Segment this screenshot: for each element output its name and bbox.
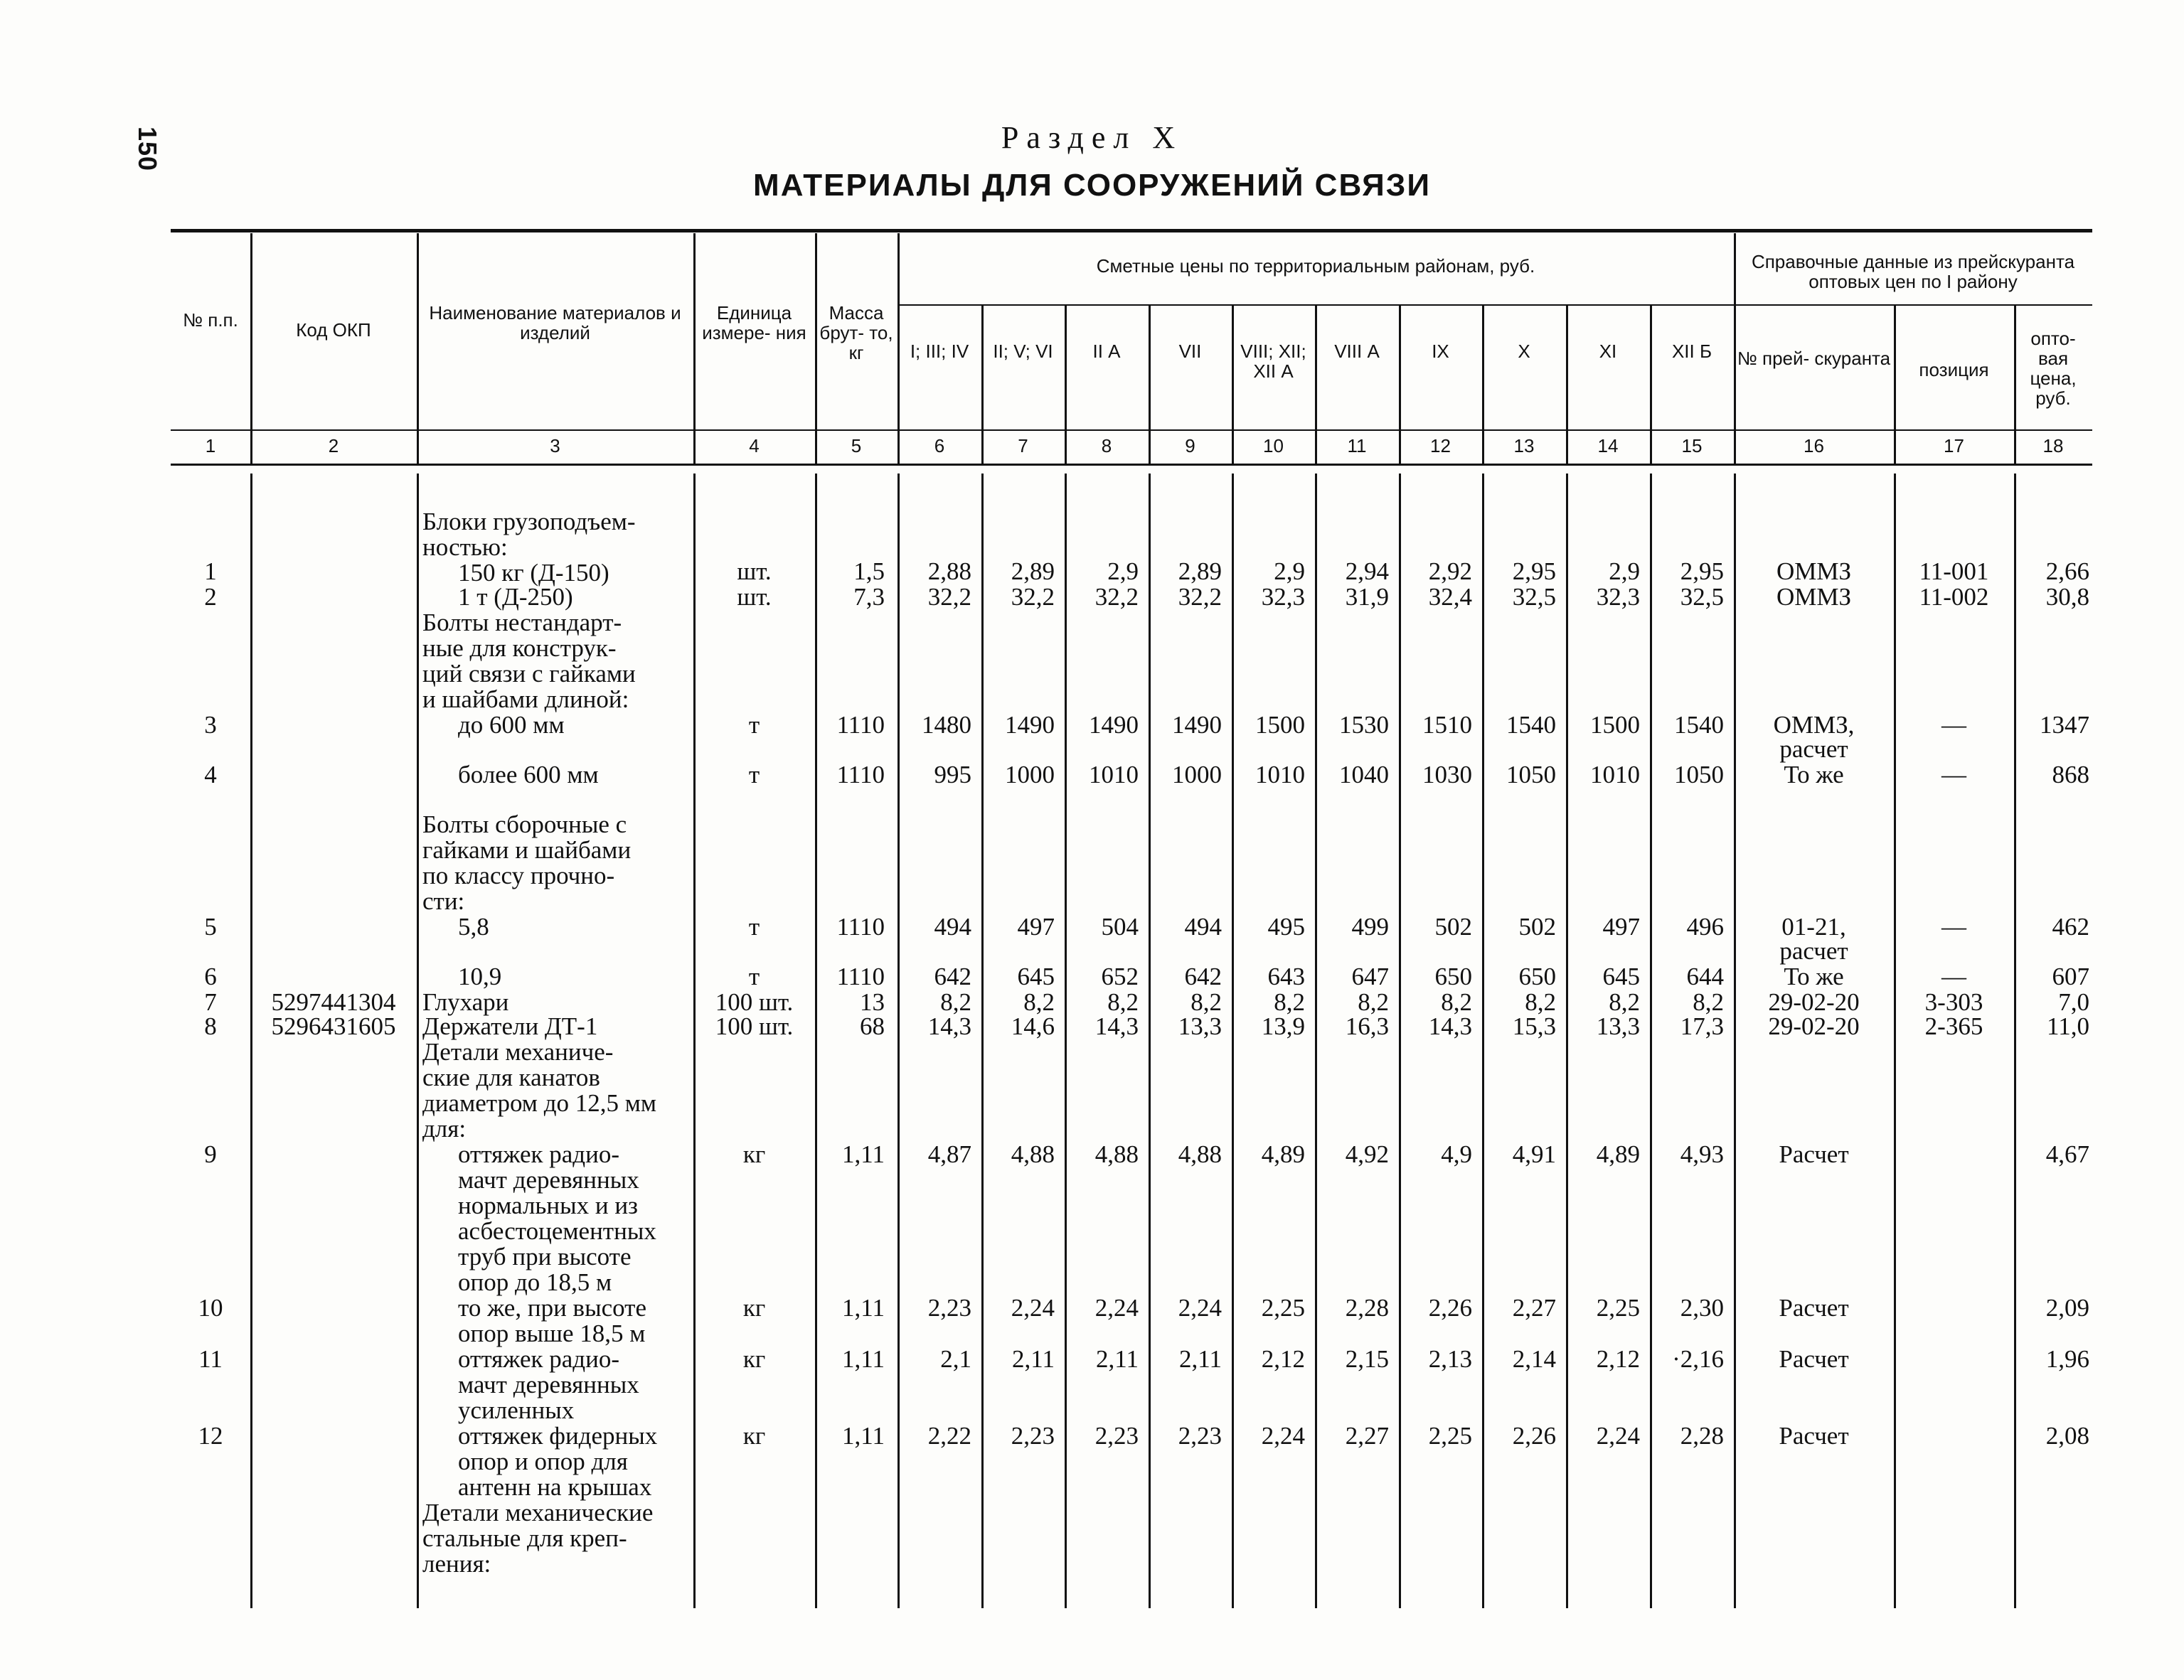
column-number: 9	[1185, 435, 1195, 456]
item-description: то же, при высоте	[458, 1294, 646, 1322]
row-number: 12	[198, 1422, 223, 1450]
pricelist-number: Расчет	[1779, 1140, 1849, 1168]
position: 2-365	[1924, 1012, 1983, 1040]
item-description: ностью:	[422, 533, 508, 561]
region-price: 2,89	[1011, 557, 1055, 585]
pricelist-number: Расчет	[1779, 1422, 1849, 1450]
column-divider	[693, 233, 696, 464]
column-number: 14	[1597, 435, 1619, 456]
region-price: 32,2	[1011, 583, 1055, 611]
region-price: 8,2	[1441, 988, 1472, 1016]
region-price: 2,94	[1345, 557, 1389, 585]
pricelist-note: расчет	[1779, 735, 1848, 763]
gross-mass: 13	[860, 988, 885, 1016]
wholesale-price: 2,66	[2045, 557, 2089, 585]
header-region: II; V; VI	[993, 341, 1053, 362]
item-description: Болты сборочные с	[422, 810, 627, 838]
region-price: 502	[1518, 913, 1556, 941]
column-number: 13	[1513, 435, 1535, 456]
region-price: 2,30	[1680, 1294, 1724, 1322]
item-description: 5,8	[458, 913, 489, 941]
region-price: 4,92	[1345, 1140, 1389, 1168]
item-description: стальные для креп-	[422, 1524, 627, 1552]
wholesale-price: 462	[2052, 913, 2089, 941]
row-number: 8	[204, 1012, 217, 1040]
region-price: 32,2	[1178, 583, 1222, 611]
region-price: 2,88	[927, 557, 971, 585]
pricelist-number: 29-02-20	[1768, 1012, 1860, 1040]
region-price: 2,25	[1596, 1294, 1640, 1322]
pricelist-number: То же	[1784, 963, 1844, 990]
region-price: 14,3	[1428, 1012, 1472, 1040]
region-price: 2,23	[927, 1294, 971, 1322]
unit: т	[748, 913, 760, 941]
region-price: 4,89	[1261, 1140, 1305, 1168]
region-price: 2,28	[1680, 1422, 1724, 1450]
header-region: XII Б	[1671, 341, 1712, 362]
gross-mass: 7,3	[853, 583, 885, 611]
region-price: 2,89	[1178, 557, 1222, 585]
region-price: 1490	[1172, 711, 1222, 739]
header-price-group: Сметные цены по территориальным районам, руб.	[1096, 255, 1535, 277]
region-price: 2,95	[1680, 557, 1724, 585]
item-description: более 600 мм	[458, 761, 599, 788]
region-price: 1540	[1506, 711, 1556, 739]
pricelist-number: Расчет	[1779, 1294, 1849, 1322]
column-number: 4	[749, 435, 760, 456]
item-description: ные для конструк-	[422, 634, 617, 662]
region-price: 497	[1017, 913, 1055, 941]
header-region: VII	[1178, 341, 1202, 362]
gross-mass: 1110	[836, 963, 885, 990]
pricelist-number: ОММЗ	[1776, 583, 1852, 611]
item-description: гайками и шайбами	[422, 836, 632, 864]
header-ref-group: Справочные данные из прейскуранта оптовых цен по I району	[1751, 251, 2075, 292]
region-price: 2,23	[1094, 1422, 1139, 1450]
item-description: 1 т (Д-250)	[458, 583, 573, 611]
item-description: оттяжек радио-	[458, 1140, 620, 1168]
region-price: 2,27	[1512, 1294, 1556, 1322]
unit: т	[748, 963, 760, 990]
region-price: 32,5	[1512, 583, 1556, 611]
region-price: 8,2	[1107, 988, 1139, 1016]
region-price: 2,28	[1345, 1294, 1389, 1322]
item-description: до 600 мм	[458, 711, 565, 739]
region-price: 1500	[1590, 711, 1640, 739]
position: 3-303	[1924, 988, 1983, 1016]
region-price: 1010	[1255, 761, 1305, 788]
wholesale-price: 1347	[2040, 711, 2089, 739]
position: 11-002	[1919, 583, 1989, 611]
region-price: 32,2	[927, 583, 971, 611]
region-price: 2,95	[1512, 557, 1556, 585]
region-price: 1490	[1089, 711, 1139, 739]
item-description: Детали механические	[422, 1499, 654, 1526]
gross-mass: 1110	[836, 761, 885, 788]
region-price: 995	[934, 761, 971, 788]
column-number: 2	[328, 435, 339, 456]
header-region: XI	[1599, 341, 1617, 362]
column-number: 6	[934, 435, 945, 456]
unit: кг	[742, 1422, 766, 1450]
row-number: 6	[204, 963, 217, 990]
region-price: 647	[1351, 963, 1389, 990]
region-price: 494	[934, 913, 971, 941]
row-number: 3	[204, 711, 217, 739]
region-price: 8,2	[1693, 988, 1724, 1016]
item-description: для:	[422, 1115, 467, 1143]
region-price: 2,24	[1596, 1422, 1640, 1450]
wholesale-price: 4,67	[2045, 1140, 2089, 1168]
region-price: 8,2	[1274, 988, 1305, 1016]
region-price: 1540	[1674, 711, 1724, 739]
region-price: 1030	[1422, 761, 1472, 788]
region-price: 2,27	[1345, 1422, 1389, 1450]
region-price: 495	[1267, 913, 1305, 941]
header-mass: Масса брут- то, кг	[819, 302, 893, 363]
item-description: ские для канатов	[422, 1064, 600, 1091]
region-price: 1500	[1255, 711, 1305, 739]
region-price: 16,3	[1345, 1012, 1389, 1040]
item-description: мачт деревянных	[458, 1166, 639, 1194]
region-price: 2,26	[1428, 1294, 1472, 1322]
row-number: 11	[198, 1345, 223, 1373]
region-price: 8,2	[1525, 988, 1556, 1016]
region-price: ·2,16	[1672, 1345, 1724, 1373]
column-number: 15	[1681, 435, 1703, 456]
region-price: 1050	[1506, 761, 1556, 788]
header-region: II А	[1092, 341, 1121, 362]
unit: 100 шт.	[715, 988, 794, 1016]
region-price: 17,3	[1680, 1012, 1724, 1040]
region-price: 2,1	[940, 1345, 971, 1373]
column-number: 3	[550, 435, 560, 456]
item-description: труб при высоте	[458, 1243, 632, 1270]
column-number: 7	[1018, 435, 1028, 456]
unit: шт.	[737, 557, 772, 585]
header-region: IX	[1432, 341, 1449, 362]
region-price: 2,9	[1274, 557, 1305, 585]
region-price: 2,23	[1011, 1422, 1055, 1450]
region-price: 1000	[1172, 761, 1222, 788]
item-description: усиленных	[458, 1396, 575, 1424]
column-number: 11	[1347, 435, 1367, 456]
item-description: диаметром до 12,5 мм	[422, 1089, 657, 1117]
region-price: 642	[1184, 963, 1222, 990]
column-number: 18	[2042, 435, 2064, 456]
region-price: 2,24	[1261, 1422, 1305, 1450]
region-price: 2,9	[1107, 557, 1139, 585]
colnum-bottom-rule	[171, 464, 2092, 466]
region-price: 8,2	[1609, 988, 1640, 1016]
row-number: 1	[204, 557, 217, 585]
region-price: 2,13	[1428, 1345, 1472, 1373]
region-price: 2,11	[1096, 1345, 1139, 1373]
header-pricelist: № прей- скуранта	[1737, 348, 1891, 369]
wholesale-price: 2,09	[2045, 1294, 2089, 1322]
region-price: 32,2	[1094, 583, 1139, 611]
row-number: 7	[204, 988, 217, 1016]
position: —	[1941, 761, 1966, 788]
column-number: 17	[1944, 435, 1964, 456]
region-price: 4,93	[1680, 1140, 1724, 1168]
row-number: 9	[204, 1140, 217, 1168]
header-region: I; III; IV	[910, 341, 969, 362]
region-price: 650	[1434, 963, 1472, 990]
region-price: 643	[1267, 963, 1305, 990]
region-price: 32,3	[1261, 583, 1305, 611]
gross-mass: 1110	[836, 913, 885, 941]
item-description: по классу прочно-	[422, 862, 615, 889]
unit: кг	[742, 1345, 766, 1373]
item-description: Детали механиче-	[422, 1038, 614, 1066]
region-price: 1490	[1005, 711, 1055, 739]
header-region: VIII; XII; XII А	[1240, 341, 1306, 382]
column-number: 10	[1263, 435, 1284, 456]
region-price: 32,5	[1680, 583, 1724, 611]
region-price: 2,23	[1178, 1422, 1222, 1450]
ref-group-rule	[1734, 304, 2092, 306]
region-price: 2,12	[1261, 1345, 1305, 1373]
region-price: 4,91	[1512, 1140, 1556, 1168]
item-description: оттяжек фидерных	[458, 1422, 658, 1450]
header-wholesale: опто- вая цена, руб.	[2030, 328, 2077, 409]
row-number: 5	[204, 913, 217, 941]
region-price: 2,12	[1596, 1345, 1640, 1373]
unit: т	[748, 761, 760, 788]
region-price: 8,2	[1190, 988, 1222, 1016]
pricelist-number: ОММЗ,	[1773, 711, 1855, 739]
unit: т	[748, 711, 760, 739]
region-price: 1000	[1005, 761, 1055, 788]
item-description: ления:	[422, 1550, 491, 1578]
item-description: нормальных и из	[458, 1192, 638, 1219]
region-price: 13,3	[1596, 1012, 1640, 1040]
region-price: 8,2	[940, 988, 971, 1016]
region-price: 1010	[1089, 761, 1139, 788]
region-price: 4,88	[1178, 1140, 1222, 1168]
region-price: 494	[1184, 913, 1222, 941]
column-number: 12	[1430, 435, 1451, 456]
region-price: 2,14	[1512, 1345, 1556, 1373]
region-price: 13,9	[1261, 1012, 1305, 1040]
gross-mass: 1,11	[842, 1345, 885, 1373]
header-bottom-rule	[171, 429, 2092, 431]
region-price: 504	[1101, 913, 1139, 941]
pricelist-number: 01-21,	[1781, 913, 1846, 941]
item-description: опор до 18,5 м	[458, 1268, 612, 1296]
pricelist-number: Расчет	[1779, 1345, 1849, 1373]
region-price: 1050	[1674, 761, 1724, 788]
unit: кг	[742, 1140, 766, 1168]
region-price: 8,2	[1023, 988, 1055, 1016]
header-region: X	[1518, 341, 1530, 362]
region-price: 4,88	[1094, 1140, 1139, 1168]
okp-code: 5297441304	[271, 988, 396, 1016]
region-price: 650	[1518, 963, 1556, 990]
unit: 100 шт.	[715, 1012, 794, 1040]
region-price: 652	[1101, 963, 1139, 990]
region-price: 642	[934, 963, 971, 990]
gross-mass: 1,11	[842, 1422, 885, 1450]
unit: шт.	[737, 583, 772, 611]
region-price: 14,3	[927, 1012, 971, 1040]
column-number: 1	[205, 435, 216, 456]
header-num: № п.п.	[183, 309, 238, 331]
row-number: 2	[204, 583, 217, 611]
region-price: 1010	[1590, 761, 1640, 788]
column-divider	[417, 473, 419, 1608]
region-price: 2,24	[1178, 1294, 1222, 1322]
unit: кг	[742, 1294, 766, 1322]
row-number: 4	[204, 761, 217, 788]
column-number: 8	[1101, 435, 1112, 456]
region-price: 1530	[1339, 711, 1389, 739]
region-price: 2,25	[1428, 1422, 1472, 1450]
item-description: антенн на крышах	[458, 1473, 652, 1501]
table-top-rule	[171, 229, 2092, 232]
column-number: 16	[1804, 435, 1824, 456]
okp-code: 5296431605	[271, 1012, 396, 1040]
region-price: 32,3	[1596, 583, 1640, 611]
column-number: 5	[851, 435, 862, 456]
region-price: 2,11	[1012, 1345, 1055, 1373]
region-price: 2,92	[1428, 557, 1472, 585]
wholesale-price: 868	[2052, 761, 2089, 788]
region-price: 2,25	[1261, 1294, 1305, 1322]
region-price: 2,15	[1345, 1345, 1389, 1373]
region-price: 2,9	[1609, 557, 1640, 585]
item-description: асбестоцементных	[458, 1217, 656, 1245]
column-divider	[1894, 473, 1896, 1608]
item-description: опор и опор для	[458, 1448, 628, 1475]
region-price: 4,9	[1441, 1140, 1472, 1168]
gross-mass: 1,11	[842, 1294, 885, 1322]
wholesale-price: 2,08	[2045, 1422, 2089, 1450]
gross-mass: 1,11	[842, 1140, 885, 1168]
item-description: ций связи с гайками	[422, 660, 636, 687]
page-title: МАТЕРИАЛЫ ДЛЯ СООРУЖЕНИЙ СВЯЗИ	[753, 168, 1431, 203]
region-price: 8,2	[1358, 988, 1389, 1016]
item-description: Глухари	[422, 988, 509, 1016]
region-price: 2,24	[1011, 1294, 1055, 1322]
region-price: 502	[1434, 913, 1472, 941]
region-price: 2,11	[1179, 1345, 1222, 1373]
pricelist-number: 29-02-20	[1768, 988, 1860, 1016]
region-price: 645	[1017, 963, 1055, 990]
item-description: Блоки грузоподъем-	[422, 508, 636, 535]
page-number: 150	[133, 127, 162, 172]
column-divider	[250, 233, 252, 464]
item-description: сти:	[422, 887, 465, 915]
section-heading: Раздел X	[1001, 120, 1183, 155]
region-price: 1040	[1339, 761, 1389, 788]
wholesale-price: 11,0	[2047, 1012, 2089, 1040]
region-price: 14,6	[1011, 1012, 1055, 1040]
item-description: и шайбами длиной:	[422, 685, 629, 713]
region-price: 497	[1602, 913, 1640, 941]
item-description: 10,9	[458, 963, 502, 990]
column-divider	[417, 233, 419, 464]
region-price: 4,87	[927, 1140, 971, 1168]
wholesale-price: 30,8	[2045, 583, 2089, 611]
region-price: 31,9	[1345, 583, 1389, 611]
header-okp: Код ОКП	[296, 319, 371, 341]
region-price: 4,88	[1011, 1140, 1055, 1168]
region-price: 644	[1686, 963, 1724, 990]
region-price: 14,3	[1094, 1012, 1139, 1040]
region-price: 13,3	[1178, 1012, 1222, 1040]
item-description: 150 кг (Д-150)	[458, 559, 609, 587]
header-region: VIII А	[1334, 341, 1380, 362]
gross-mass: 1,5	[853, 557, 885, 585]
row-number: 10	[198, 1294, 223, 1322]
region-price: 15,3	[1512, 1012, 1556, 1040]
pricelist-number: ОММЗ	[1776, 557, 1852, 585]
gross-mass: 68	[860, 1012, 885, 1040]
wholesale-price: 1,96	[2045, 1345, 2089, 1373]
pricelist-note: расчет	[1779, 937, 1848, 965]
item-description: Болты нестандарт-	[422, 609, 622, 636]
column-divider	[250, 473, 252, 1608]
region-price: 2,26	[1512, 1422, 1556, 1450]
item-description: Держатели ДТ-1	[422, 1012, 598, 1040]
region-price: 2,24	[1094, 1294, 1139, 1322]
position: 11-001	[1919, 557, 1989, 585]
region-price: 496	[1686, 913, 1724, 941]
position: —	[1941, 711, 1966, 739]
region-price: 499	[1351, 913, 1389, 941]
header-unit: Единица измере- ния	[702, 302, 806, 343]
region-price: 2,22	[927, 1422, 971, 1450]
region-price: 4,89	[1596, 1140, 1640, 1168]
wholesale-price: 7,0	[2058, 988, 2089, 1016]
region-price: 1510	[1422, 711, 1472, 739]
header-position: позиция	[1919, 359, 1989, 380]
wholesale-price: 607	[2052, 963, 2089, 990]
region-price: 1480	[922, 711, 971, 739]
position: —	[1941, 963, 1966, 990]
region-price: 32,4	[1428, 583, 1472, 611]
pricelist-number: То же	[1784, 761, 1844, 788]
item-description: оттяжек радио-	[458, 1345, 620, 1373]
position: —	[1941, 913, 1966, 941]
gross-mass: 1110	[836, 711, 885, 739]
header-name: Наименование материалов и изделий	[429, 302, 681, 343]
item-description: опор выше 18,5 м	[458, 1320, 646, 1347]
item-description: мачт деревянных	[458, 1371, 639, 1398]
region-price: 645	[1602, 963, 1640, 990]
